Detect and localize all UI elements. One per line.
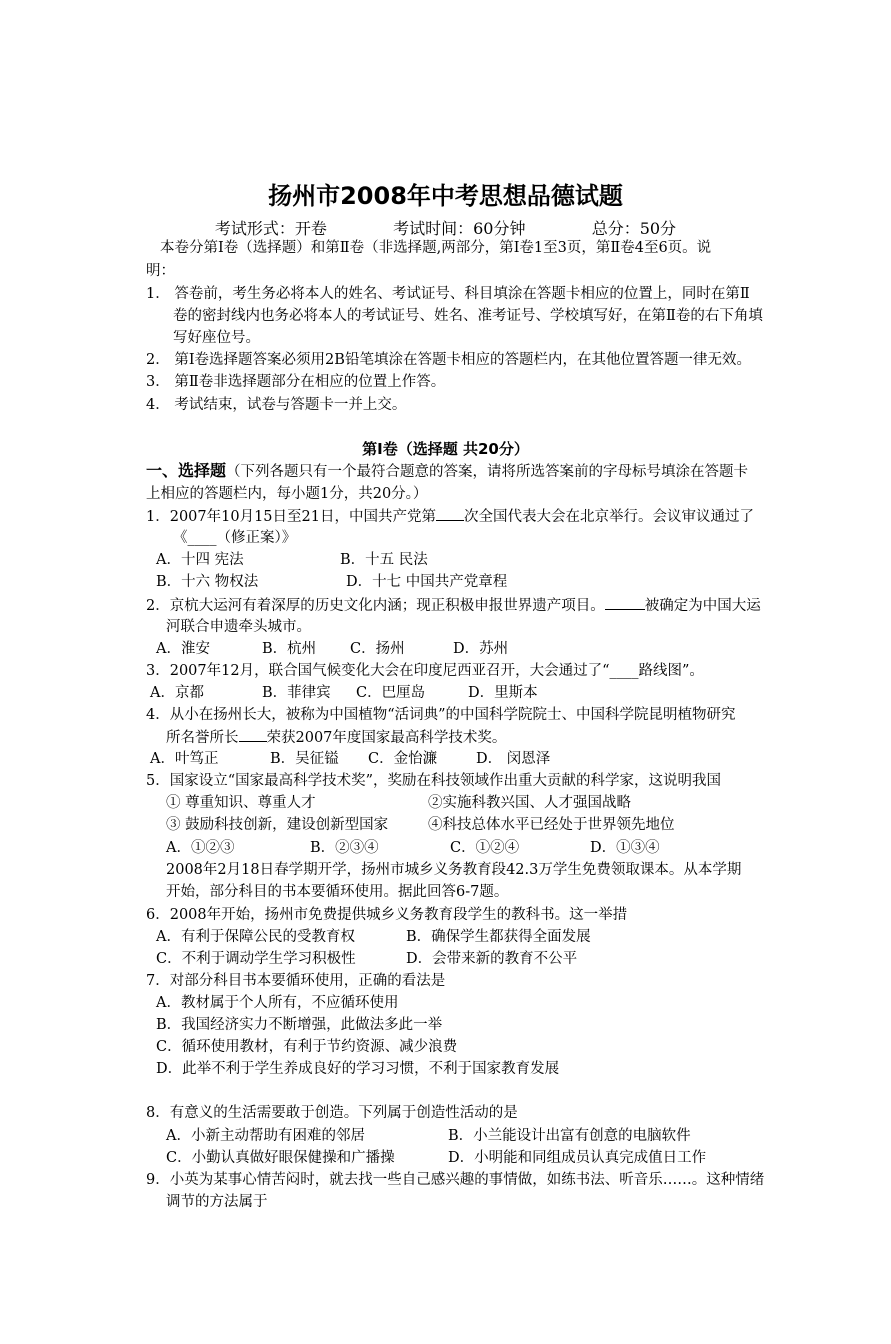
intro-line: 明： [146,263,175,279]
q5-option-b: B．②③④ [310,840,379,856]
question-1-cont: 《____（修正案）》 [173,530,297,546]
instruction-2: 2． 第Ⅰ卷选择题答案必须用2B铅笔填涂在答题卡相应的答题栏内，在其他位置答题一律无效。 [146,352,751,368]
q7-option-d: D．此举不利于学生养成良好的学习习惯，不利于国家教育发展 [156,1061,560,1077]
q4-option-b: B．吴征镒 [270,751,339,767]
q8-option-b: B．小兰能设计出富有创意的电脑软件 [448,1128,691,1144]
exam-time: 考试时间：60分钟 [393,219,526,238]
question-9-cont: 调节的方法属于 [166,1194,268,1210]
material-text-cont: 开始，部分科目的书本要循环使用。据此回答6-7题。 [166,884,509,900]
q6-option-d: D．会带来新的教育不公平 [406,951,578,967]
q3-option-d: D．里斯本 [468,685,538,701]
answer-blank [605,595,645,610]
q7-option-a: A．教材属于个人所有，不应循环使用 [156,995,399,1011]
exam-info [0,216,891,239]
question-9: 9．小英为某事心情苦闷时，就去找一些自己感兴趣的事情做，如练书法、听音乐……。这种情绪 [146,1172,765,1188]
question-8: 8．有意义的生活需要敢于创造。下列属于创造性活动的是 [146,1105,518,1121]
q6-option-b: B．确保学生都获得全面发展 [406,929,591,945]
section1-desc-cont: 上相应的答题栏内，每小题1分，共20分。） [146,486,428,502]
page-title: 扬州市2008年中考思想品德试题 [268,182,623,210]
section-heading: 第Ⅰ卷（选择题 共20分） [362,440,529,458]
section1-desc: 一、选择题（下列各题只有一个最符合题意的答案，请将所选答案前的字母标号填涂在答题卡 [146,461,749,480]
q2-option-c: C．扬州 [350,641,405,657]
intro-line: 本卷分第Ⅰ卷（选择题）和第Ⅱ卷（非选择题,两部分，第Ⅰ卷1至3页，第Ⅱ卷4至6页。说 [160,240,712,256]
q1-option-c: B．十六 物权法 [156,574,259,590]
instruction-1-cont: 卷的密封线内也务必将本人的考试证号、姓名、准考证号、学校填写好，在第Ⅱ卷的右下角填 [173,308,763,324]
instruction-1-cont: 写好座位号。 [173,330,260,346]
question-2-cont: 河联合申遗牵头城市。 [166,619,311,635]
instruction-4: 4． 考试结束，试卷与答题卡一并上交。 [146,397,407,413]
q6-option-c: C．不利于调动学生学习积极性 [156,951,356,967]
q5-statement-4: ④科技总体水平已经处于世界领先地位 [428,817,675,833]
answer-blank [239,727,267,742]
question-4-cont: 所名誉所长 荣获2007年度国家最高科学技术奖。 [166,727,506,748]
q1-option-a: A．十四 宪法 [156,552,244,568]
q4-option-a: A．叶笃正 [150,751,219,767]
q6-option-a: A．有利于保障公民的受教育权 [156,929,355,945]
question-6: 6．2008年开始，扬州市免费提供城乡义务教育段学生的教科书。这一举措 [146,907,628,923]
q1-option-d: D．十七 中国共产党章程 [346,574,508,590]
q2-option-d: D．苏州 [453,641,509,657]
q5-statement-2: ②实施科教兴国、人才强国战略 [428,795,631,811]
question-4: 4．从小在扬州长大，被称为中国植物“活词典”的中国科学院院士、中国科学院昆明植物研究 [146,707,736,723]
q8-option-d: D．小明能和同组成员认真完成值日工作 [448,1150,707,1166]
question-5: 5．国家设立“国家最高科学技术奖”，奖励在科技领域作出重大贡献的科学家，这说明我国 [146,773,722,789]
q5-option-c: C．①②④ [450,840,520,856]
q2-option-b: B．杭州 [262,641,317,657]
q1-option-b: B．十五 民法 [340,552,428,568]
q7-option-b: B．我国经济实力不断增强，此做法多此一举 [156,1017,443,1033]
question-7: 7．对部分科目书本要循环使用，正确的看法是 [146,973,446,989]
instruction-1: 1． 答卷前，考生务必将本人的姓名、考试证号、科目填涂在答题卡相应的位置上，同时在第Ⅱ [146,286,750,302]
q2-option-a: A．淮安 [156,641,210,657]
q8-option-c: C．小勤认真做好眼保健操和广播操 [166,1150,395,1166]
q3-option-a: A．京都 [150,685,204,701]
material-text: 2008年2月18日春学期开学，扬州市城乡义务教育段42.3万学生免费领取课本。从本学期 [166,862,742,878]
instruction-3: 3． 第Ⅱ卷非选择题部分在相应的位置上作答。 [146,374,446,390]
q4-option-d: D． 闵恩泽 [476,751,551,767]
exam-form: 考试形式：开卷 [214,219,327,238]
q5-statement-1: ① 尊重知识、尊重人才 [166,795,316,811]
q8-option-a: A．小新主动帮助有困难的邻居 [166,1128,365,1144]
q5-option-a: A．①②③ [166,840,235,856]
question-1: 1．2007年10月15日至21日，中国共产党第 次全国代表大会在北京举行。会议审议通过了 [146,506,754,527]
q7-option-c: C．循环使用教材，有利于节约资源、减少浪费 [156,1039,458,1055]
question-3: 3．2007年12月，联合国气候变化大会在印度尼西亚召开，大会通过了“____路线图”。 [146,663,704,679]
q4-option-c: C．金怡濂 [368,751,438,767]
exam-score: 总分：50分 [591,219,677,238]
answer-blank [436,506,464,521]
q3-option-b: B．菲律宾 [262,685,331,701]
q5-option-d: D．①③④ [590,840,660,856]
q3-option-c: C．巴厘岛 [356,685,426,701]
question-2: 2．京杭大运河有着深厚的历史文化内涵；现正积极申报世界遗产项目。 被确定为中国大运 [146,595,761,616]
section1-label: 一、选择题 [146,461,227,480]
q5-statement-3: ③ 鼓励科技创新，建设创新型国家 [166,817,389,833]
